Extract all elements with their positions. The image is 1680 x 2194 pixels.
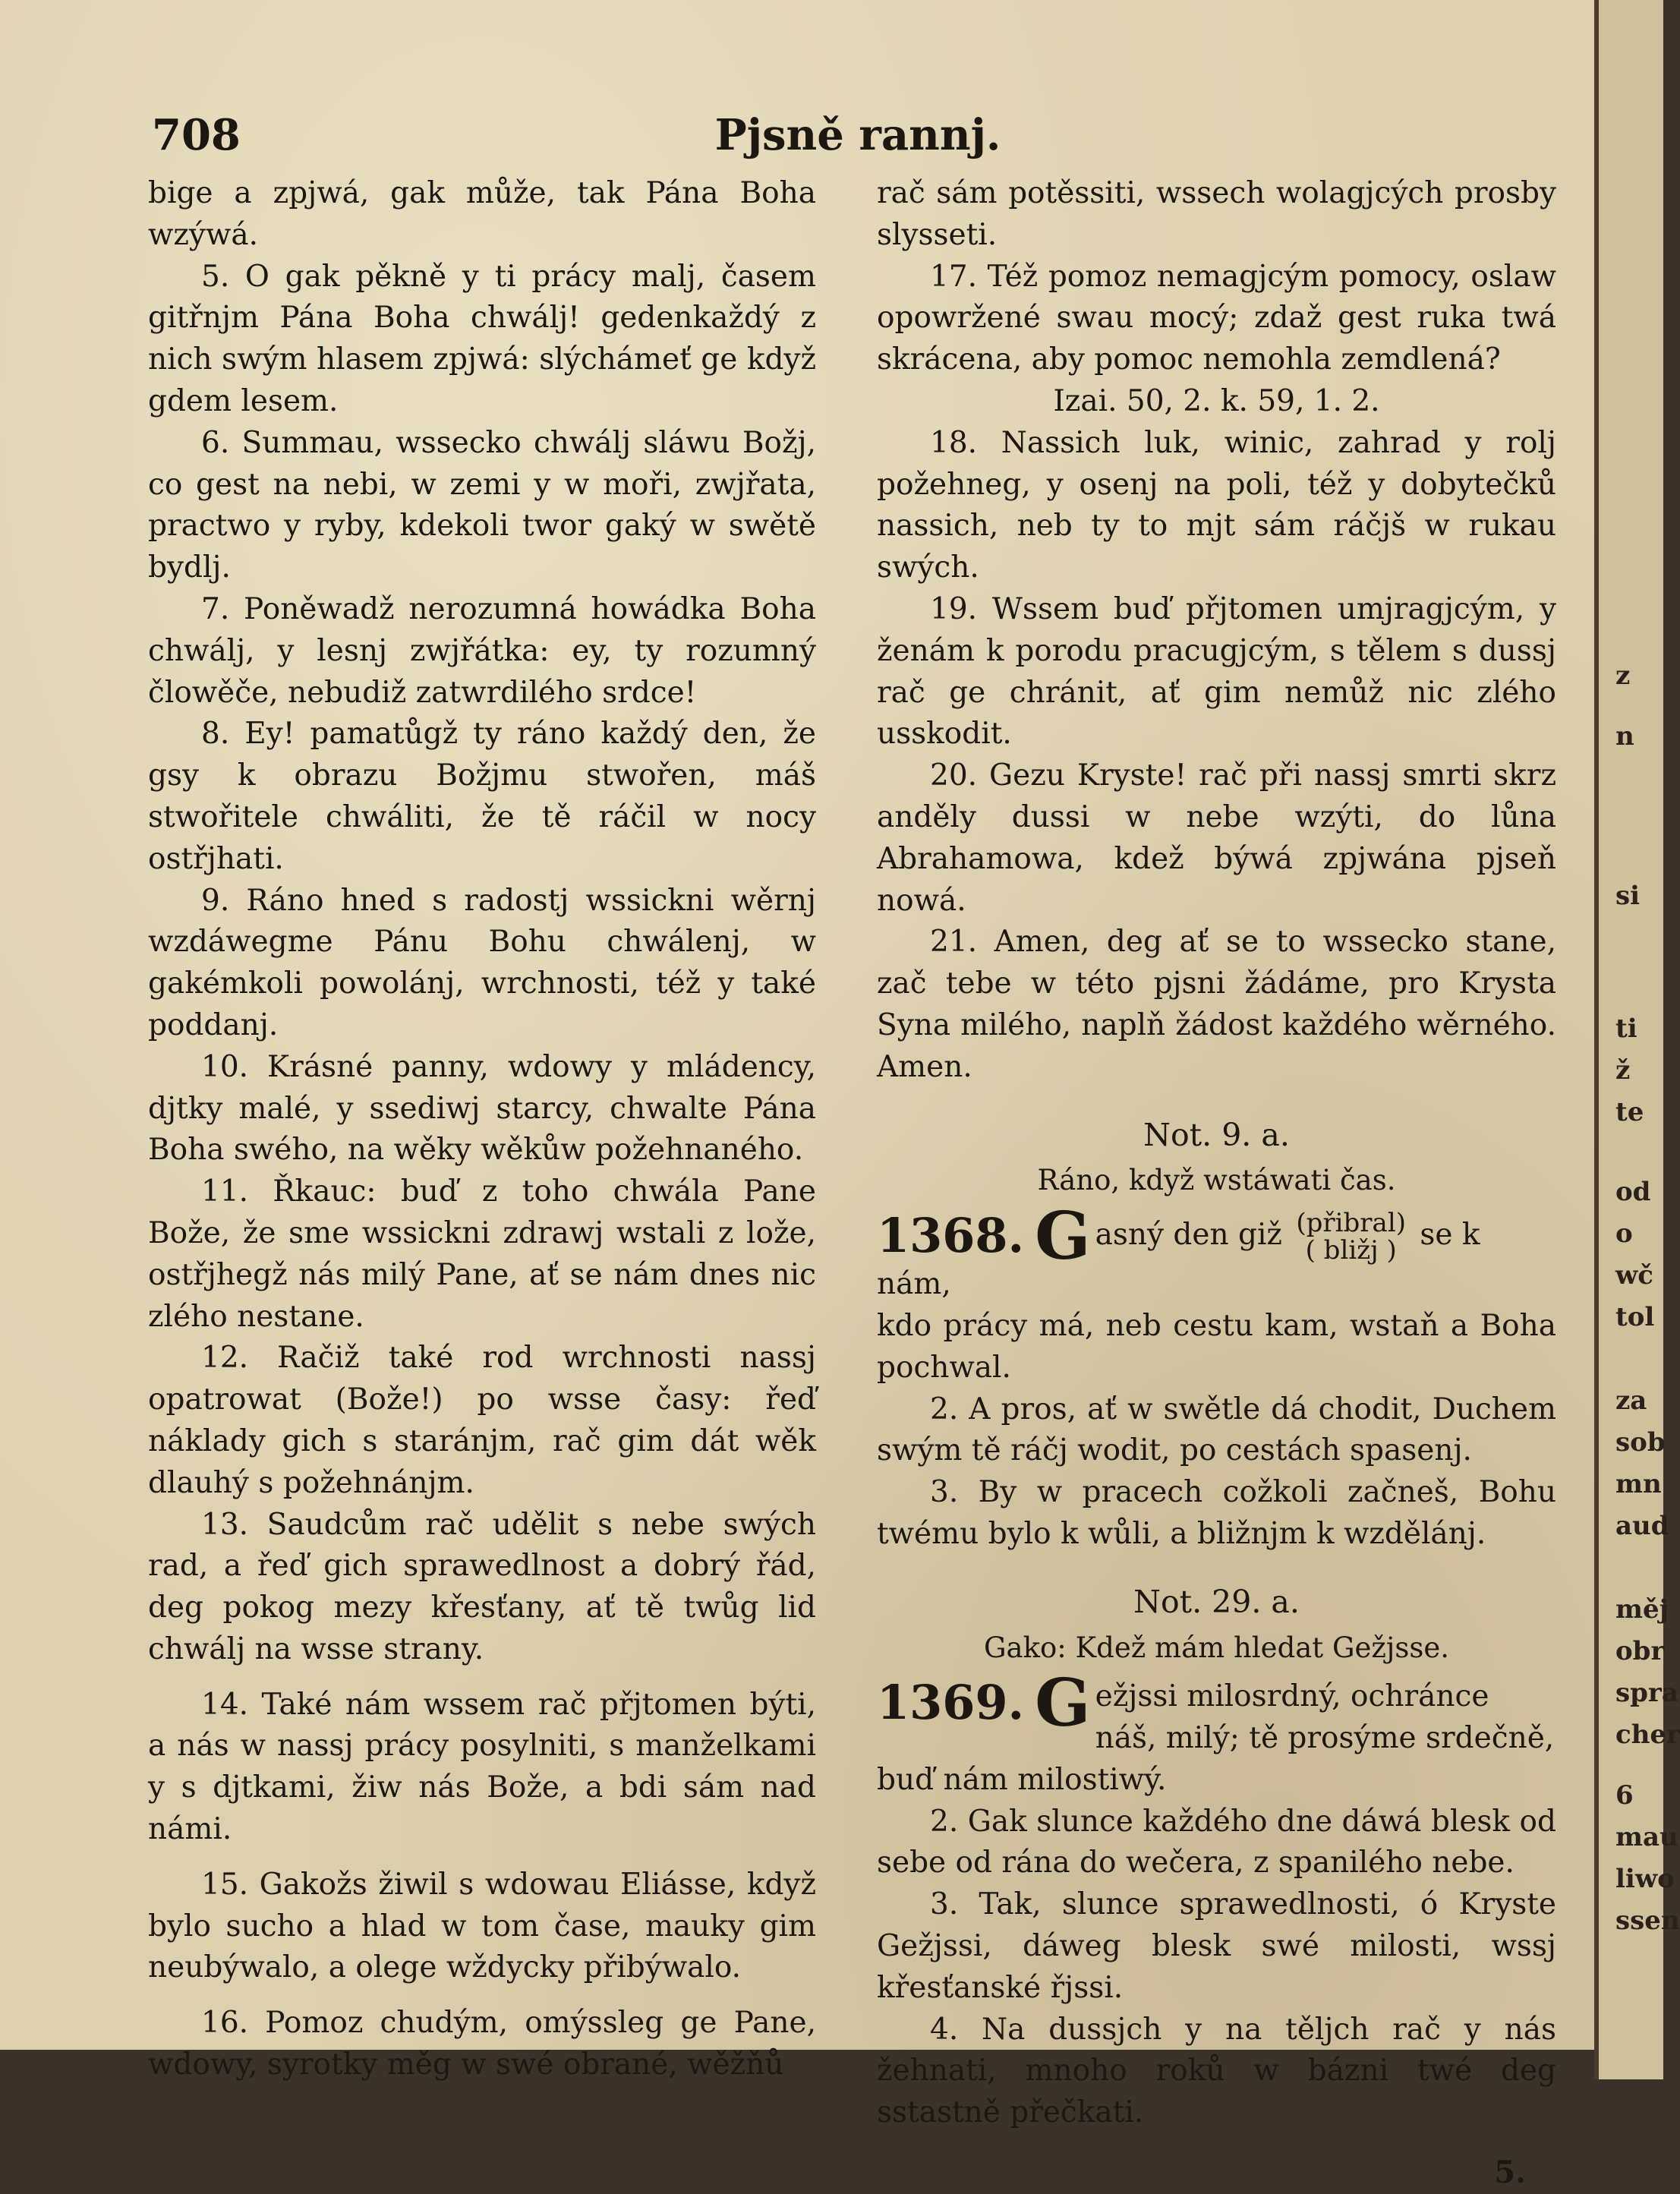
verse: 6. Summau, wssecko chwálj sláwu Božj, co gest na nebi, w zemi y w moři, zwjřata, practwo y ryby, kdekoli twor gaký w swětě bydlj. <box>148 425 816 585</box>
adjacent-page-edge <box>1594 0 1680 2079</box>
verse: 17. Též pomoz nemagjcým pomocy, oslaw opowržené swau mocý; zdaž gest ruka twá skrácena, aby pomoc nemohla zemdlená? <box>877 259 1556 377</box>
verse: 4. Na dussjch y na těljch rač y nás žehnati, mnoho roků w bázni twé deg sstastně přečkati. <box>877 2012 1556 2130</box>
fragment: si <box>1615 881 1641 911</box>
right-column <box>877 173 1556 2194</box>
drop-initial: G <box>1035 1198 1091 1275</box>
verse: 12. Račiž také rod wrchnosti nassj opatrowat (Bože!) po wsse časy: řeď náklady gich s staránjm, rač gim dát wěk dlauhý s požehnánjm. <box>148 1341 816 1500</box>
hymn-number: 1369. <box>877 1675 1025 1731</box>
fragment: měj <box>1615 1594 1669 1625</box>
fragment: 6 <box>1615 1780 1634 1811</box>
verse: 13. Saudcům rač udělit s nebe swých rad, a řeď gich sprawedlnost a dobrý řád, deg pokog mezy křesťany, ať tě twůg lid chwálj na wsse strany. <box>148 1507 816 1666</box>
melody-caption: Gako: Kdež mám hledat Gežjsse. <box>984 1631 1449 1664</box>
page-header <box>152 110 1564 163</box>
first-verse-rest: kdo prácy má, neb cestu kam, wstaň a Boha pochwal. <box>877 1308 1556 1385</box>
fragment: wč <box>1615 1260 1653 1291</box>
hymn-first-verse <box>877 1198 1556 1389</box>
fragment: mn <box>1615 1469 1662 1499</box>
fragment: mau <box>1615 1822 1678 1852</box>
running-title: Pjsně rannj. <box>714 110 1001 160</box>
melody-caption: Ráno, když wstáwati čas. <box>1037 1164 1396 1197</box>
fragment: za <box>1615 1385 1647 1416</box>
fragment: o <box>1615 1218 1633 1249</box>
hymn-1369 <box>877 1581 1556 2134</box>
fragment: obr <box>1615 1636 1665 1666</box>
fragment: spra <box>1615 1678 1678 1708</box>
verse: 14. Také nám wssem rač přjtomen býti, a nás w nassj prácy posylniti, s manželkami y s djtkami, žiw nás Bože, a bdi sám nad námi. <box>148 1687 816 1847</box>
hymn-number: 1368. <box>877 1208 1025 1264</box>
verse: 3. By w pracech cožkoli začneš, Bohu twému bylo k wůli, a bližnjm k wzdělánj. <box>877 1475 1556 1551</box>
verse: 7. Poněwadž nerozumná howádka Boha chwálj, y lesnj zwjřátka: ey, ty rozumný člowěče, nebudiž zatwrdilého srdce! <box>148 591 816 710</box>
verse: 15. Gakožs žiwil s wdowau Eliásse, když bylo sucho a hlad w tom čase, mauky gim neubýwalo, a olege wždycky přibýwalo. <box>148 1867 816 1985</box>
fragment: ti <box>1615 1013 1637 1044</box>
verse: 8. Ey! pamatůgž ty ráno každý den, že gsy k obrazu Božjmu stwořen, máš stwořitele chwáliti, že tě ráčil w nocy ostřjhati. <box>148 717 816 876</box>
page-number: 708 <box>152 110 241 160</box>
verse: 21. Amen, deg ať se to wssecko stane, zač tebe w této pjsni žádáme, pro Krysta Syna milého, naplň žádost každého wěrného. Amen. <box>877 925 1556 1084</box>
fragment: n <box>1615 721 1634 752</box>
verse: 18. Nassich luk, winic, zahrad y rolj požehneg, y osenj na poli, též y dobytečků nassich, neb ty to mjt sám ráčjš w rukau swých. <box>877 425 1556 585</box>
left-column <box>148 173 816 2086</box>
fragment: ssen <box>1615 1906 1680 1936</box>
fragment: sob <box>1615 1427 1666 1458</box>
fragment: liwo <box>1615 1864 1675 1894</box>
alternative-reading: (přibral) <box>1296 1208 1406 1239</box>
fragment: od <box>1615 1177 1651 1207</box>
first-line: ežjssi milosrdný, ochránce náš, milý; tě prosýme srdečně, buď nám milostiwý. <box>877 1679 1555 1797</box>
alternative-readings <box>1296 1209 1406 1264</box>
first-words-tail: se k nám, <box>877 1218 1480 1302</box>
verse: 5. O gak pěkně y ti prácy malj, časem gitřnjm Pána Boha chwálj! gedenkaždý z nich swým hlasem zpjwá: slýchámeť ge když gdem lesem. <box>148 259 816 418</box>
verse: 9. Ráno hned s radostj wssickni wěrnj wzdáwegme Pánu Bohu chwálenj, w gakémkoli powolánj, wrchnosti, též y také poddanj. <box>148 883 816 1042</box>
verse: 19. Wssem buď přjtomen umjragjcým, y ženám k porodu pracugjcým, s tělem s dussj rač ge chránit, ať gim nemůž nic zlého usskodit. <box>877 591 1556 752</box>
hymn-first-verse <box>877 1665 1556 1801</box>
verse: 2. Gak slunce každého dne dáwá blesk od sebe od ránа do wečera, z spanilého nebe. <box>877 1804 1556 1880</box>
drop-initial: G <box>1035 1665 1091 1742</box>
catchword: 5. <box>1494 2155 1526 2191</box>
verse: 11. Řkauc: buď z toho chwála Pane Bože, že sme wssickni zdrawj wstali z lože, ostřjhegž nás milý Pane, ať se nám dnes nic zlého nestane. <box>148 1174 816 1334</box>
melody-note: Not. 29. a. <box>1133 1583 1300 1620</box>
fragment: ž <box>1615 1055 1631 1086</box>
alternative-reading: ( bližj ) <box>1305 1235 1397 1266</box>
first-words: asný den giž <box>1095 1218 1282 1253</box>
hymn-1368 <box>877 1114 1556 1556</box>
fragment: aud <box>1615 1511 1669 1541</box>
fragment: z <box>1615 660 1631 691</box>
verse: 2. A pros, ať w swětle dá chodit, Duchem swým tě ráčj wodit, po cestách spasenj. <box>877 1392 1556 1468</box>
scripture-reference: Izai. 50, 2. k. 59, 1. 2. <box>1053 383 1380 418</box>
verse-continuation: rač sám potěssiti, wssech wolagjcých prosby slysseti. <box>877 176 1556 252</box>
fragment: tol <box>1615 1302 1655 1332</box>
melody-note: Not. 9. a. <box>1143 1116 1290 1153</box>
fragment: te <box>1615 1097 1644 1127</box>
verse: 16. Pomoz chudým, omýssleg ge Pane, wdowy, syrotky měg w swé obrané, wěžňů <box>148 2006 816 2082</box>
verse-continuation: bige a zpjwá, gak může, tak Pána Boha wzýwá. <box>148 176 816 252</box>
verse: 20. Gezu Kryste! rač při nassj smrti skrz anděly dussi w nebe wzýti, do lůna Abrahamowa, kdež býwá zpjwána pjseň nowá. <box>877 758 1556 918</box>
fragment: cher <box>1615 1720 1680 1750</box>
verse: 10. Krásné panny, wdowy y mládency, djtky malé, y ssediwj starcy, chwalte Pána Boha swého, na wěky wěkůw požehnaného. <box>148 1049 816 1168</box>
verse: 3. Tak, slunce sprawedlnosti, ó Kryste Gežjssi, dáweg blesk swé milosti, wssj křesťanské řjssi. <box>877 1887 1556 2005</box>
